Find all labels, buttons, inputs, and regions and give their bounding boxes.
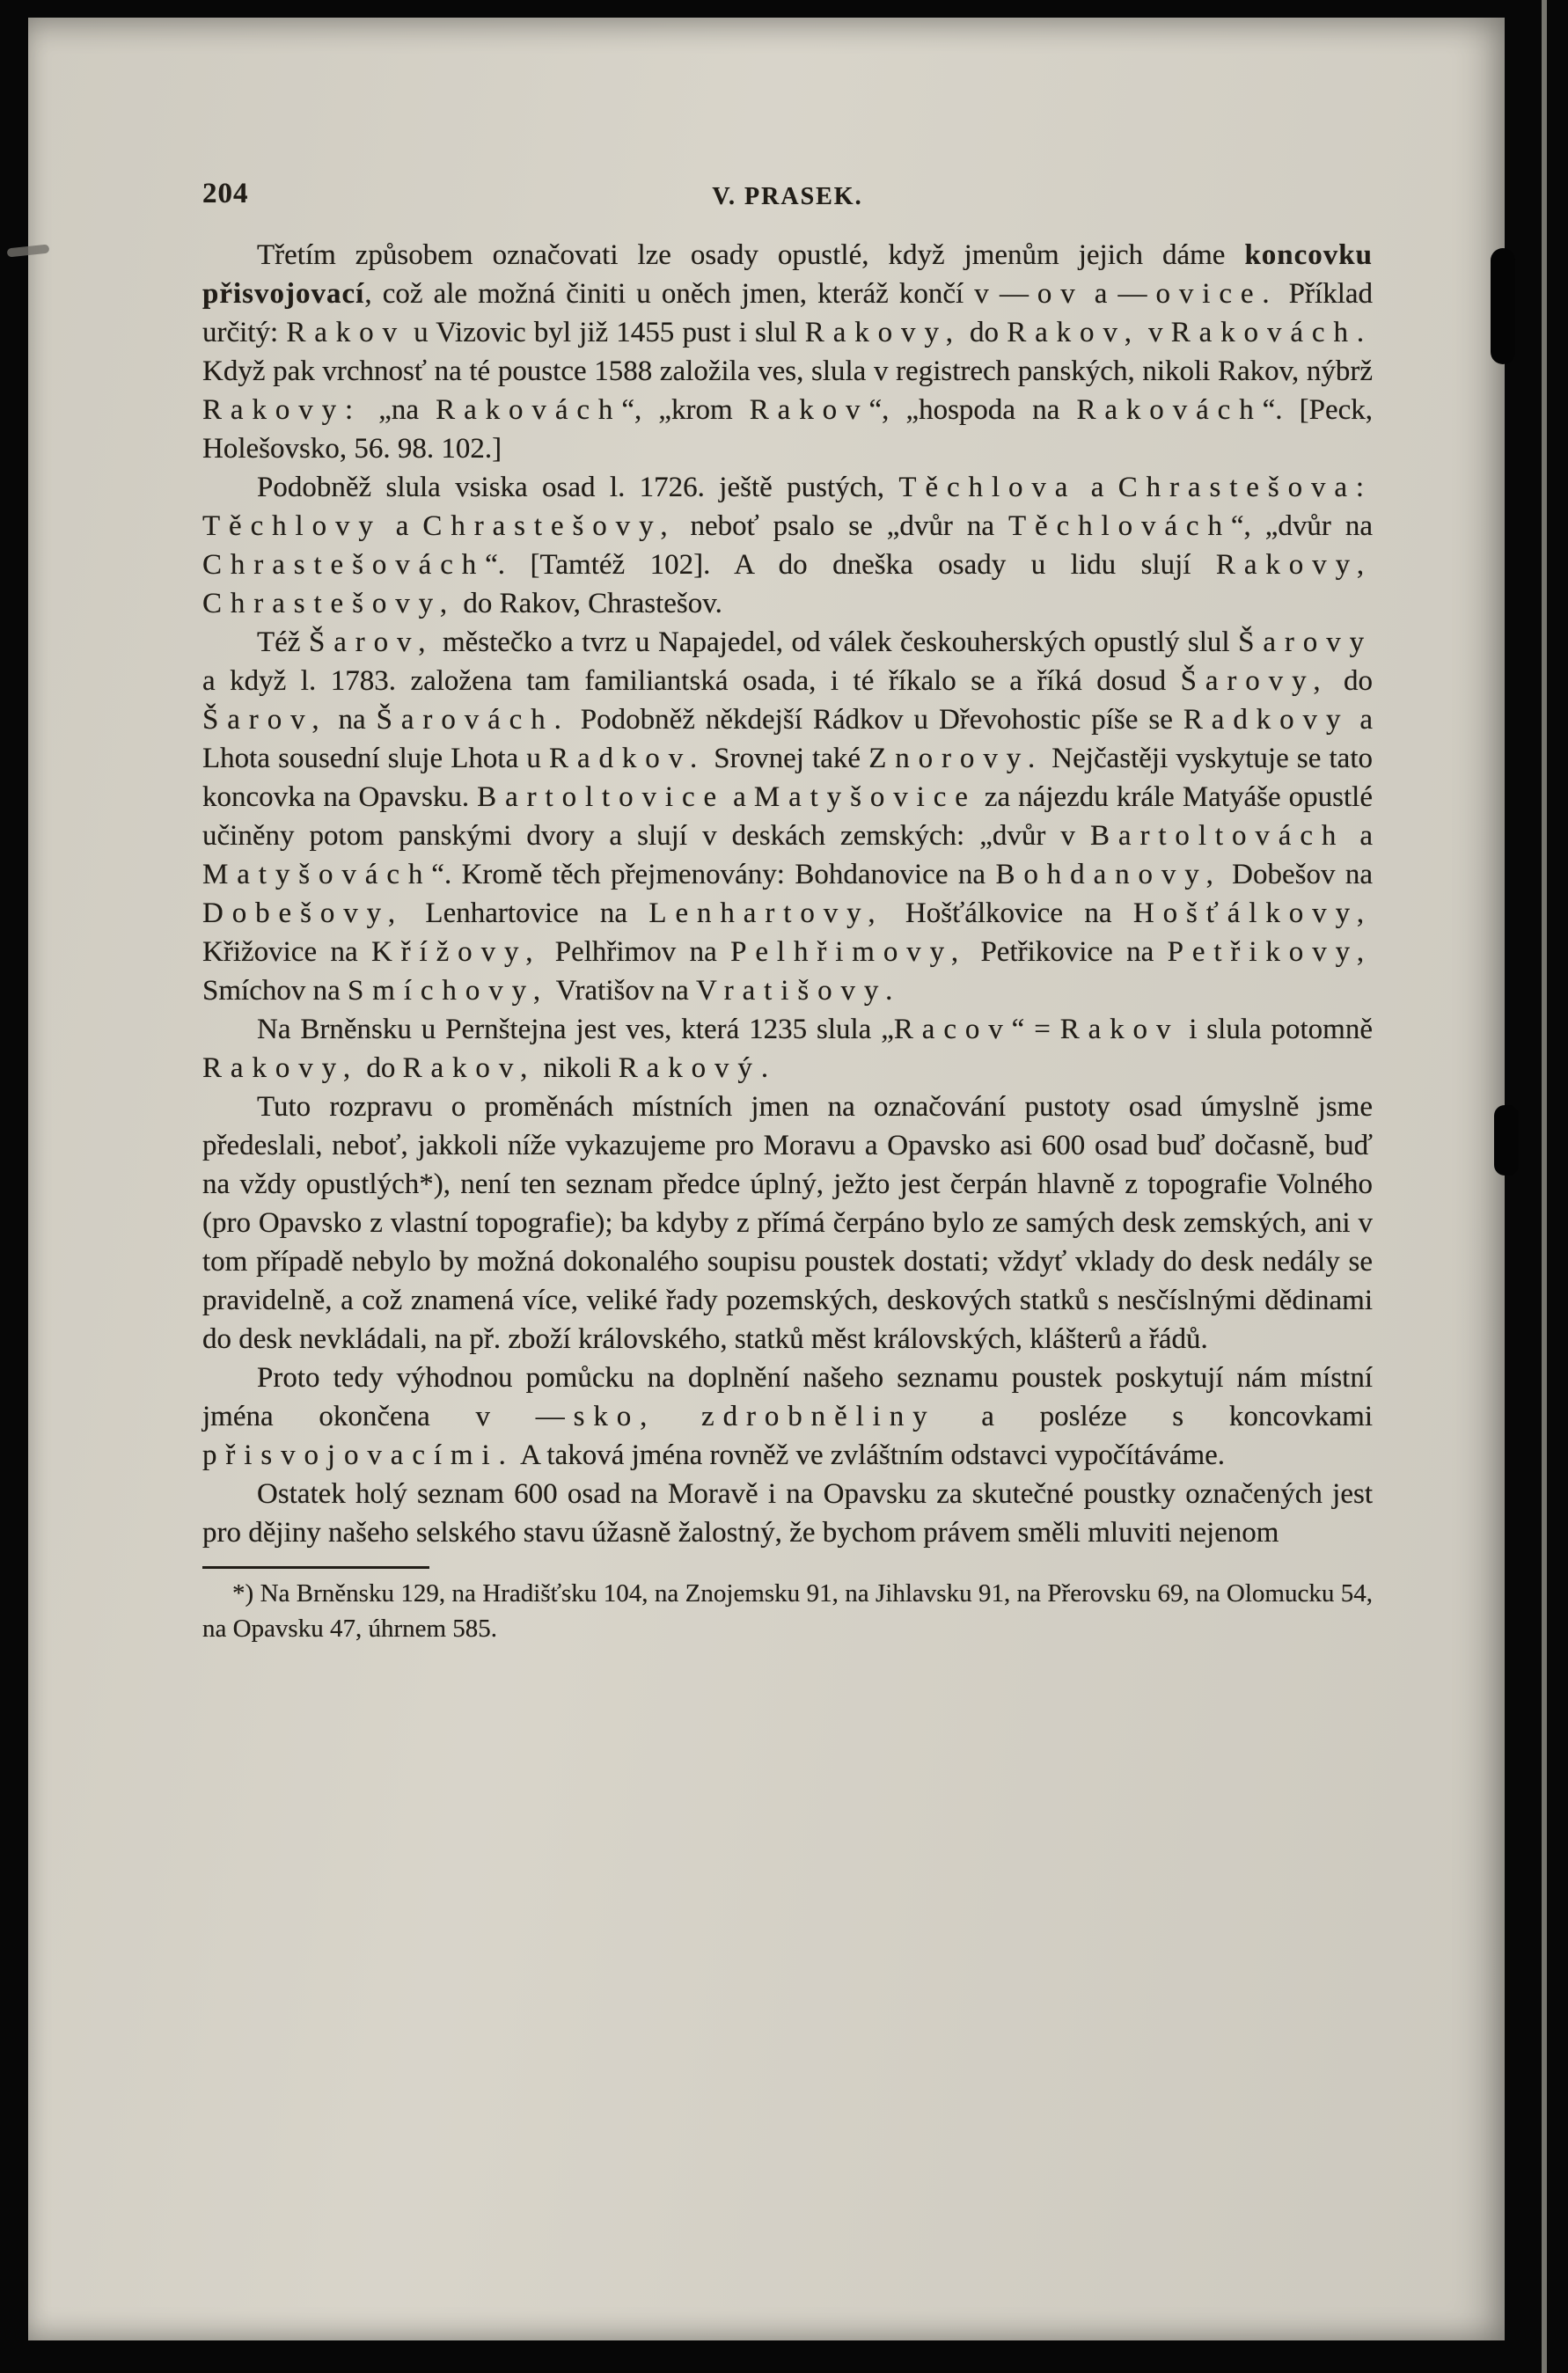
text-segment: Racov <box>893 1014 1012 1045</box>
text-segment: “. [Peck, Holešovsko, 56. 98. 102.] <box>202 394 1374 465</box>
text-segment: Rakovy, <box>804 317 962 348</box>
text-segment: Podobněž slula vsiska osad l. 1726. ještě pustých, <box>257 472 899 503</box>
text-segment: “, „krom <box>621 394 750 426</box>
text-segment: Pelhřimovy, <box>730 936 968 968</box>
text-segment: a <box>1083 278 1118 310</box>
text-segment: Dobešov na <box>1221 859 1374 890</box>
text-segment: Rakovy: <box>202 394 363 426</box>
page-content <box>202 172 1373 1646</box>
text-segment: Chrastešovy, <box>422 510 677 542</box>
text-segment: do <box>359 1052 403 1084</box>
text-segment: Bohdanovy, <box>995 859 1222 890</box>
text-segment: Rakovách <box>436 394 622 426</box>
text-segment: u Vizovic byl již 1455 pust i slul <box>405 317 805 348</box>
text-segment: Křížovy, <box>370 936 542 968</box>
scan-artifact-binding-mark-top <box>1491 248 1515 364</box>
text-segment: Nejčastěji vyskytuje se tato koncovka na Opavsku. <box>202 743 1373 813</box>
text-segment: a <box>1076 472 1118 503</box>
text-segment: Rakovách. <box>1170 317 1374 348</box>
text-segment: Rakov <box>286 317 406 348</box>
text-segment: “, „hospoda na <box>868 394 1077 426</box>
text-segment: Radkovy <box>1183 704 1350 736</box>
paragraph <box>202 468 1373 623</box>
text-segment: Dobešovy, <box>202 897 405 929</box>
text-segment: Hošťálkovice na <box>883 897 1133 929</box>
text-segment: a <box>381 510 423 542</box>
text-segment: Vratišovy. <box>696 975 902 1007</box>
paragraph <box>202 1475 1373 1552</box>
text-segment: Matyšovice <box>753 781 977 813</box>
text-segment: do <box>1329 665 1373 697</box>
text-segment: —ovice. <box>1117 278 1279 310</box>
text-segment: Petřikovy, <box>1167 936 1373 968</box>
book-page <box>28 18 1505 2340</box>
text-segment: Rakovy, <box>1215 549 1373 581</box>
text-segment: Vratišov na <box>549 975 696 1007</box>
text-segment: a posléze s koncovkami <box>935 1401 1373 1432</box>
text-segment: přisvojovacími. <box>202 1439 515 1471</box>
text-segment: Znorovy. <box>868 743 1044 774</box>
text-segment: Tuto rozpravu o proměnách místních jmen na označování pustoty osad úmyslně jsme předeslali, neboť, jakkoli níže vykazujeme pro Moravu a Opavsko asi 600 osad buď dočasně, buď na vždy opustlých*), není ten seznam předce úplný, ježto jest čerpán hlavně z topografie Volného (pro Opavsko z vlastní topografie); ba kdyby z přímá čerpáno bylo ze samých desk zemských, ani v tom případě nebylo by možná dokonalého soupisu poustek dostati; vždyť vklady do desk nedály se pravidelně, a což znamená více, veliké řady pozemských, deskových statků s nesčíslnými dědinami do desk nevkládali, na př. zboží královského, statků měst královských, klášterů a řádů. <box>202 1091 1373 1355</box>
text-segment: “, „dvůr na <box>1230 510 1374 542</box>
text-segment: Smíchovy, <box>347 975 550 1007</box>
text-segment: Proto tedy výhodnou pomůcku na doplnění našeho seznamu poustek poskytují nám místní jména okončena v <box>202 1362 1373 1432</box>
text-segment: Chrastešovách <box>202 549 486 581</box>
text-segment: Petřikovice na <box>967 936 1168 968</box>
paragraph <box>202 1010 1373 1088</box>
text-segment: městečko a tvrz u Napajedel, od válek českouherských opustlý slul <box>434 626 1239 658</box>
text-segment: Na Brněnsku u Pernštejna jest ves, která 1235 slula „ <box>257 1014 894 1045</box>
text-segment: Chrastešova: <box>1117 472 1373 503</box>
footnote-separator <box>202 1566 429 1569</box>
text-segment: Pelhřimov na <box>541 936 731 968</box>
text-segment: Radkov. <box>549 743 707 774</box>
text-segment: do Rakov, Chrastešov. <box>456 588 722 619</box>
text-segment: Křižovice na <box>202 936 371 968</box>
paragraph <box>202 1359 1373 1475</box>
text-body <box>202 236 1373 1552</box>
text-segment: Šarovy, <box>1180 665 1330 697</box>
page-number: 204 <box>202 178 249 209</box>
text-segment: “ = <box>1011 1014 1060 1045</box>
text-segment: —ov <box>999 278 1084 310</box>
text-segment: a <box>1345 820 1373 852</box>
text-segment: “. [Tamtéž 102]. A do dneška osady u lidu slují <box>485 549 1216 581</box>
text-segment: v <box>1139 317 1171 348</box>
text-segment: Šarovách. <box>376 704 570 736</box>
text-segment: a když l. 1783. založena tam familiantská osada, i té říkalo se a říká dosud <box>202 665 1181 697</box>
text-segment: Když pak vrchnosť na té poustce 1588 založila ves, slula v registrech panských, nikoli Rakov, nýbrž <box>202 355 1373 387</box>
scan-artifact-binding-mark-middle <box>1494 1105 1519 1176</box>
text-segment: —sko, <box>535 1401 656 1432</box>
text-segment: Rakovách <box>1076 394 1263 426</box>
text-segment: Též <box>257 626 309 658</box>
text-segment: Šarov, <box>202 704 328 736</box>
text-segment: Šarovy <box>1238 626 1373 658</box>
text-segment: Matyšovách <box>202 859 432 890</box>
text-segment: Šarov, <box>308 626 435 658</box>
text-segment: Ostatek holý seznam 600 osad na Moravě i na Opavsku za skutečné poustky označených jest pro dějiny našeho selského stavu úžasně žalostný, že bychom právem směli mluviti nejenom <box>202 1478 1373 1549</box>
text-segment: Těchlova <box>898 472 1077 503</box>
text-segment: Smíchov na <box>202 975 348 1007</box>
text-segment: Rakovy, <box>202 1052 360 1084</box>
paragraph <box>202 623 1373 1010</box>
text-segment: Srovnej také <box>706 743 869 774</box>
text-segment: za nájezdu krále Matyáše opustlé učiněny potom panskými dvory a slují v deskách zemských: „dvůr v <box>202 781 1373 852</box>
text-segment: Bartoltovách <box>1090 820 1345 852</box>
text-segment: a Lhota sousední sluje Lhota u <box>202 704 1373 774</box>
text-segment: neboť psalo se „dvůr na <box>676 510 1008 542</box>
text-segment: Rakov, <box>402 1052 537 1084</box>
text-segment: Příklad určitý: <box>202 278 1374 348</box>
paragraph <box>202 1088 1373 1359</box>
page-header <box>202 172 1373 213</box>
text-segment: Rakov, <box>1007 317 1140 348</box>
text-segment: Rakový. <box>618 1052 777 1084</box>
footnote: *) Na Brněnsku 129, na Hradišťsku 104, na Znojemsku 91, na Jihlavsku 91, na Přerovsku 69, na Olomucku 54, na Opavsku 47, úhrnem 585. <box>202 1579 1373 1643</box>
scan-edge-highlight <box>1542 0 1547 2373</box>
text-segment: a <box>725 781 754 813</box>
text-segment: “. Kromě těch přejmenovány: Bohdanovice na <box>431 859 996 890</box>
text-segment: Lenhartovice na <box>404 897 649 929</box>
text-segment: Rakov <box>749 394 869 426</box>
text-segment: zdrobněliny <box>701 1401 936 1432</box>
text-segment: do <box>961 317 1007 348</box>
text-segment: Těchlovách <box>1007 510 1231 542</box>
text-segment: Hošťálkovy, <box>1132 897 1373 929</box>
text-segment: Bartoltovice <box>477 781 726 813</box>
text-segment: i slula potomně <box>1179 1014 1373 1045</box>
text-segment: Podobněž někdejší Rádkov u Dřevohostic píše se <box>569 704 1183 736</box>
text-segment: A taková jména rovněž ve zvláštním odstavci vypočítáváme. <box>514 1439 1226 1471</box>
text-segment: Chrastešovy, <box>202 588 457 619</box>
text-segment: Rakov <box>1059 1014 1180 1045</box>
text-segment: nikoli <box>536 1052 619 1084</box>
text-segment: Lenhartovy, <box>648 897 884 929</box>
running-title: V. PRASEK. <box>712 183 863 210</box>
paragraph <box>202 236 1373 468</box>
text-segment <box>656 1401 701 1432</box>
text-segment: Těchlovy <box>202 510 382 542</box>
text-segment: Třetím způsobem označovati lze osady opustlé, když jmenům jejich dáme <box>257 239 1245 271</box>
text-segment: , což ale možná činiti u oněch jmen, kteráž končí v <box>364 278 1000 310</box>
text-segment: „na <box>362 394 436 426</box>
text-segment: koncovku přisvojovací <box>202 239 1373 310</box>
text-segment: na <box>327 704 377 736</box>
